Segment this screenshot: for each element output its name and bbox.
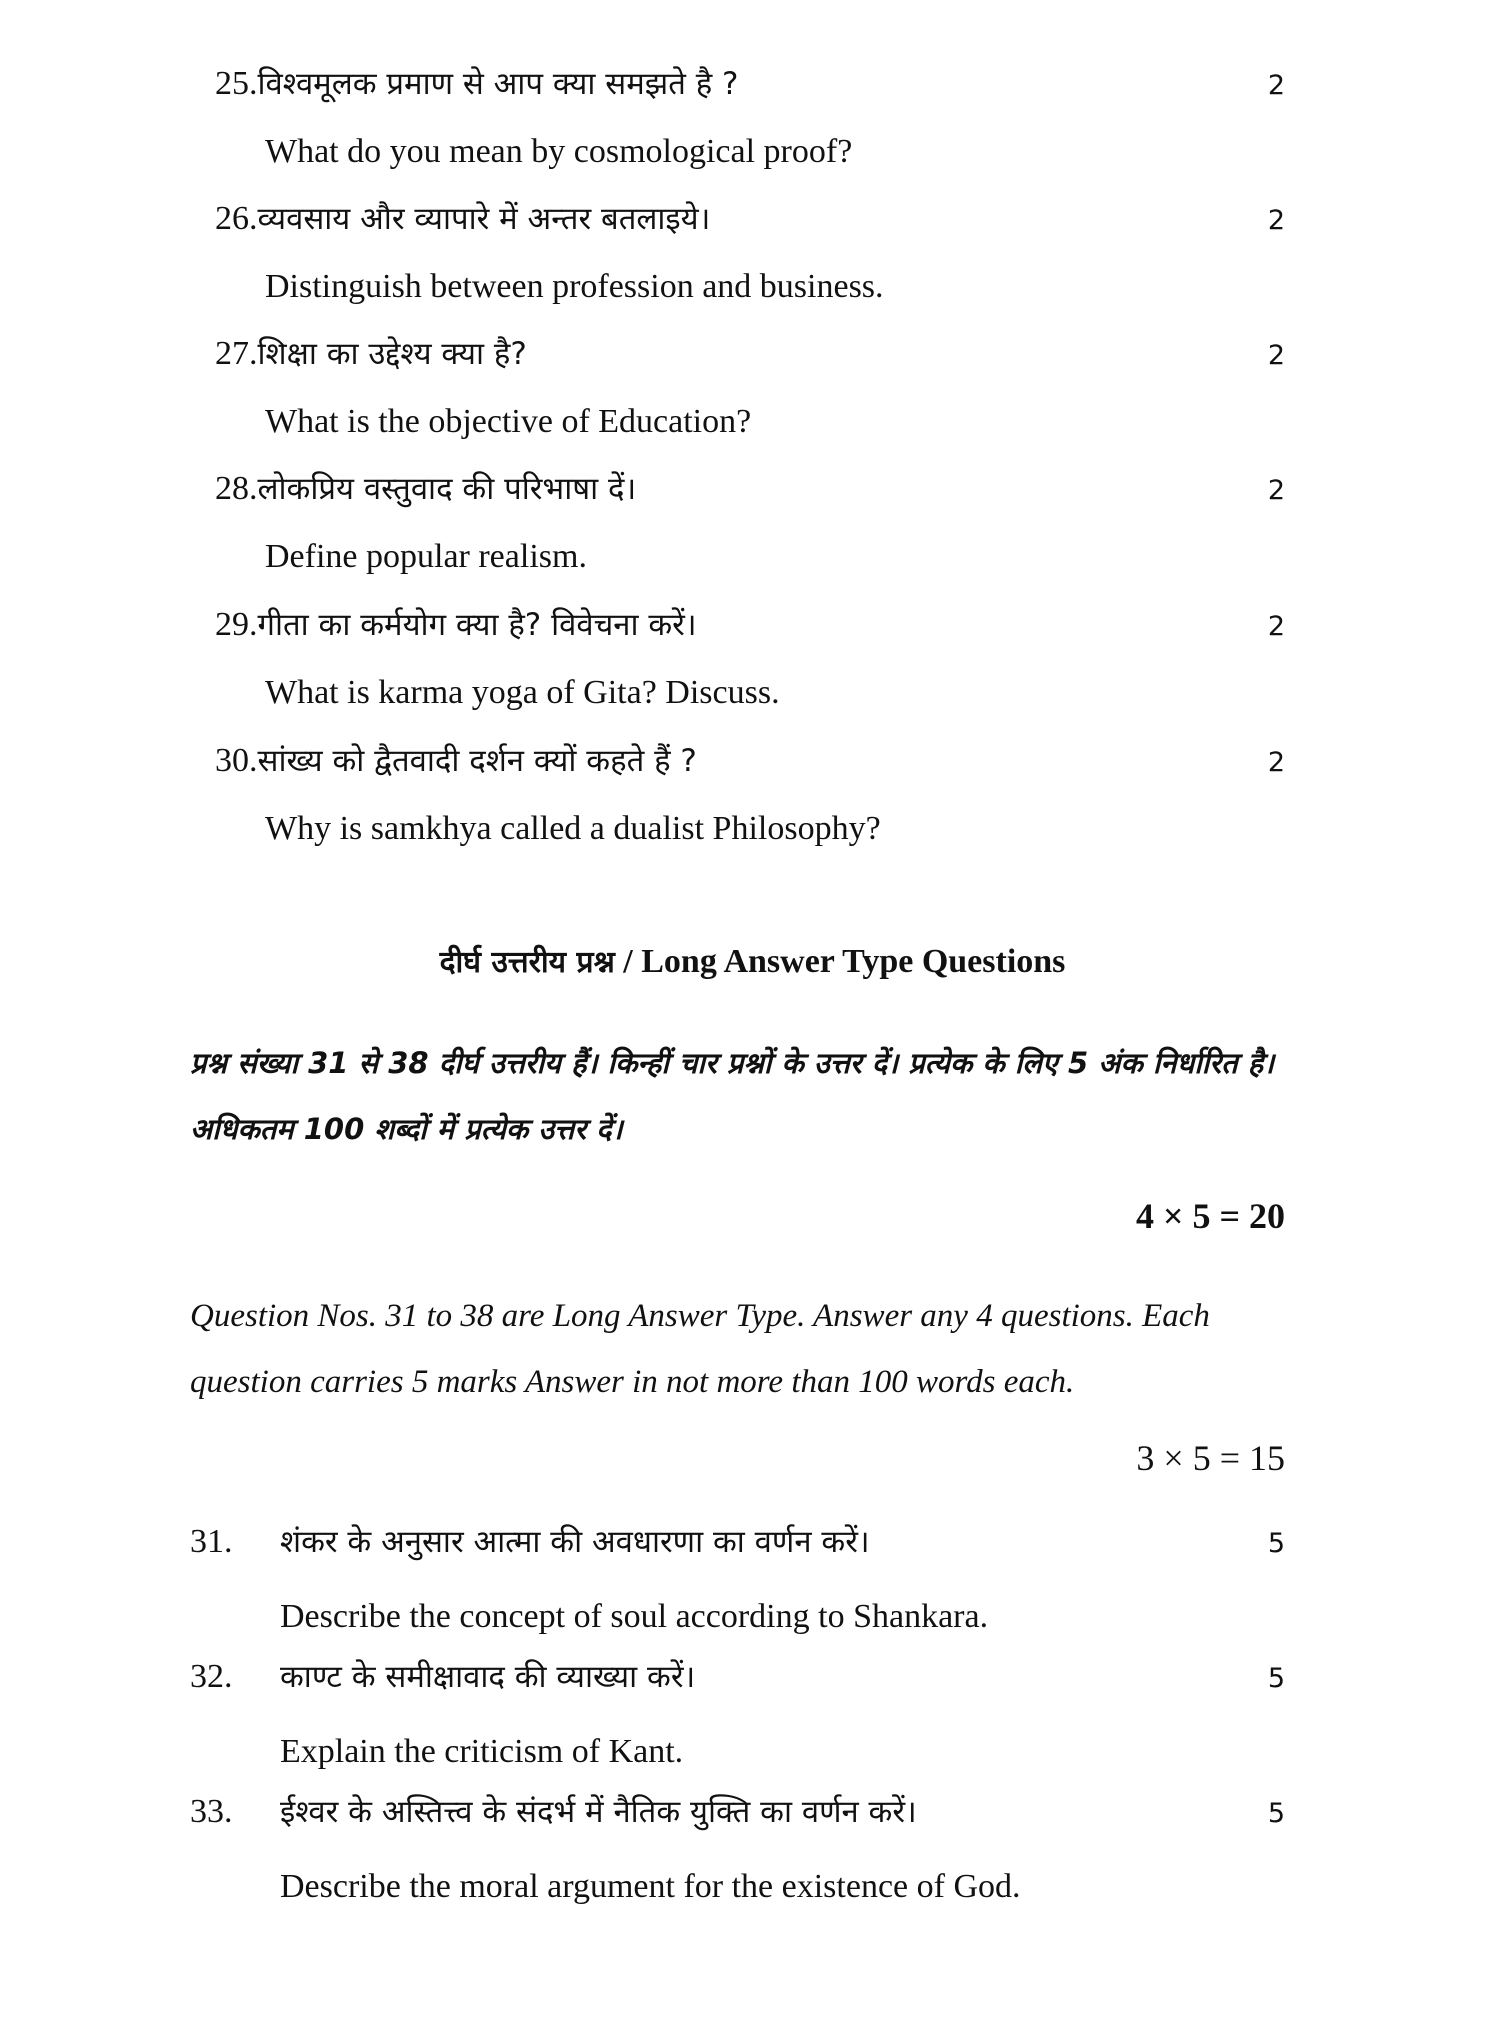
section-heading-separator: / — [614, 943, 642, 980]
question-text-english: Explain the criticism of Kant. — [280, 1733, 684, 1770]
question-hindi-line — [215, 62, 1285, 122]
question-text-english: What do you mean by cosmological proof? — [265, 133, 853, 170]
question-number: 29. — [215, 606, 258, 643]
question-29 — [215, 603, 1285, 733]
question-text-hindi: सांख्य को द्वैतवादी दर्शन क्यों कहते हैं ? — [257, 743, 697, 779]
question-text-hindi: व्यवसाय और व्यापारे में अन्तर बतलाइये। — [257, 201, 711, 237]
question-26 — [215, 197, 1285, 327]
question-text-english: Define popular realism. — [265, 538, 587, 575]
question-marks: 2 — [1267, 205, 1285, 236]
question-marks: 2 — [1267, 611, 1285, 642]
question-hindi-line — [215, 332, 1285, 392]
question-text-hindi: ईश्वर के अस्तित्त्व के संदर्भ में नैतिक युक्ति का वर्णन करें। — [280, 1794, 917, 1830]
question-marks: 2 — [1267, 747, 1285, 778]
question-27 — [215, 332, 1285, 462]
question-text-hindi: काण्ट के समीक्षावाद की व्याख्या करें। — [280, 1659, 696, 1695]
instructions-english: Question Nos. 31 to 38 are Long Answer Type. Answer any 4 questions. Each question carries 5 marks Answer in not more than 100 words each. — [190, 1298, 1210, 1400]
question-marks: 5 — [1267, 1663, 1285, 1694]
question-marks: 2 — [1267, 475, 1285, 506]
question-30 — [215, 739, 1285, 869]
question-marks: 2 — [1267, 70, 1285, 101]
question-text-english: Distinguish between profession and business. — [265, 268, 884, 305]
question-text-hindi: शंकर के अनुसार आत्मा की अवधारणा का वर्णन करें। — [280, 1524, 870, 1560]
question-text-english: Describe the moral argument for the existence of God. — [280, 1868, 1021, 1905]
section-heading — [0, 940, 1505, 981]
question-text-hindi: लोकप्रिय वस्तुवाद की परिभाषा दें। — [257, 471, 637, 507]
question-marks: 5 — [1267, 1798, 1285, 1829]
question-number: 33. — [190, 1793, 233, 1830]
question-33 — [190, 1790, 1285, 1922]
marks-formula-hindi: 4 × 5 = 20 — [1135, 1196, 1285, 1236]
question-hindi-line — [215, 467, 1285, 527]
question-number: 31. — [190, 1523, 233, 1560]
question-text-hindi: गीता का कर्मयोग क्या है? विवेचना करें। — [257, 607, 697, 643]
question-text-english: Why is samkhya called a dualist Philosophy? — [265, 810, 881, 847]
question-text-english: Describe the concept of soul according to Shankara. — [280, 1598, 989, 1635]
question-hindi-line — [190, 1520, 1285, 1582]
question-hindi-line — [190, 1790, 1285, 1852]
question-hindi-line — [215, 739, 1285, 799]
marks-formula-english: 3 × 5 = 15 — [1136, 1438, 1285, 1478]
question-text-hindi: विश्वमूलक प्रमाण से आप क्या समझते है ? — [257, 66, 739, 102]
question-25 — [215, 62, 1285, 192]
question-text-english: What is the objective of Education? — [265, 403, 752, 440]
question-number: 32. — [190, 1658, 233, 1695]
question-text-english: What is karma yoga of Gita? Discuss. — [265, 674, 780, 711]
question-text-hindi: शिक्षा का उद्देश्य क्या है? — [257, 336, 527, 372]
instructions-hindi: प्रश्न संख्या 31 से 38 दीर्घ उत्तरीय हैं। किन्हीं चार प्रश्नों के उत्तर दें। प्रत्येक के लिए 5 अंक निर्धारित है। अधिकतम 100 शब्दों में प्रत्येक उत्तर दें। — [190, 1046, 1275, 1146]
question-number: 25. — [215, 65, 258, 102]
question-marks: 2 — [1267, 340, 1285, 371]
question-hindi-line — [215, 603, 1285, 663]
question-28 — [215, 467, 1285, 597]
question-number: 26. — [215, 200, 258, 237]
question-marks: 5 — [1267, 1528, 1285, 1559]
question-number: 28. — [215, 470, 258, 507]
section-heading-hindi: दीर्घ उत्तरीय प्रश्न — [439, 945, 615, 980]
question-number: 30. — [215, 742, 258, 779]
question-31 — [190, 1520, 1285, 1652]
question-number: 27. — [215, 335, 258, 372]
section-heading-english: Long Answer Type Questions — [641, 943, 1066, 980]
question-32 — [190, 1655, 1285, 1787]
question-hindi-line — [215, 197, 1285, 257]
question-hindi-line — [190, 1655, 1285, 1717]
